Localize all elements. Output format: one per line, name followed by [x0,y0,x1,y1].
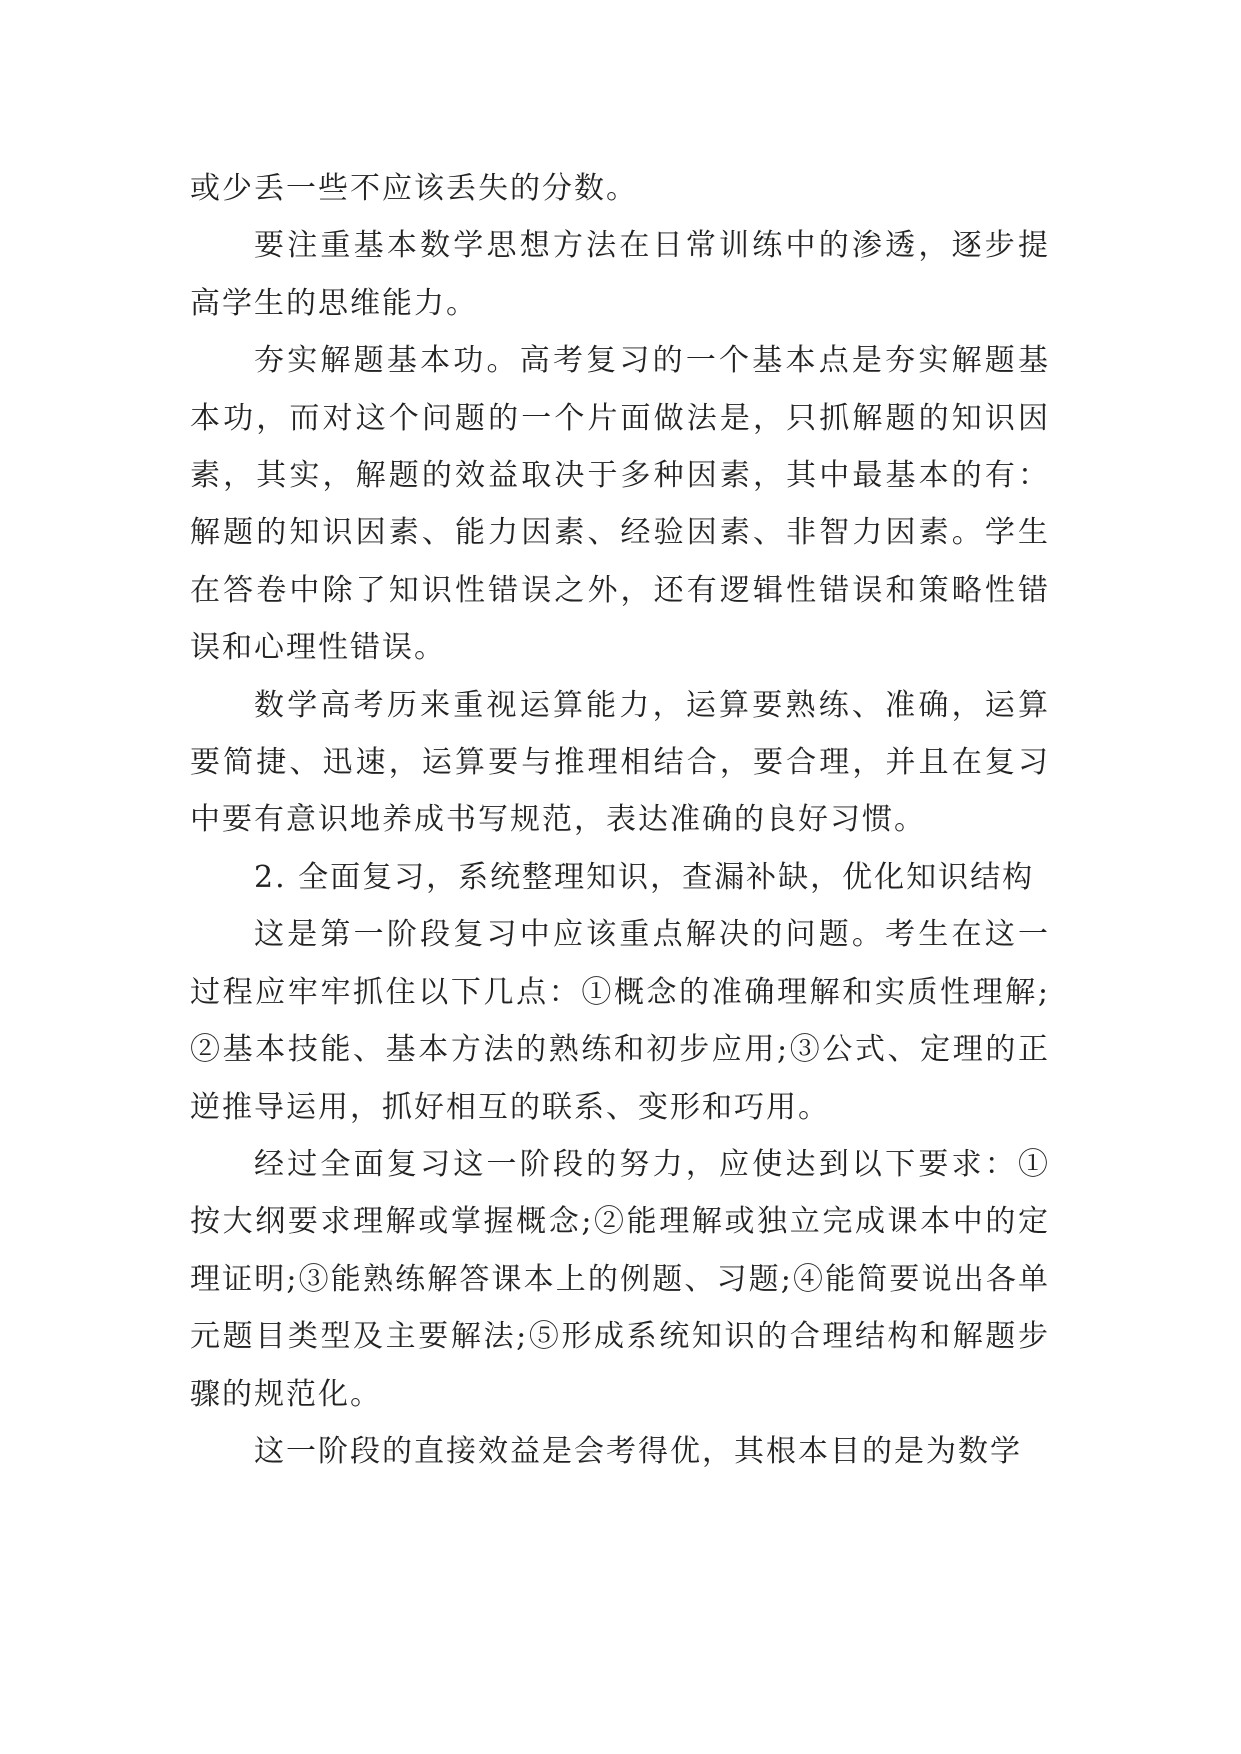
paragraph-3: 夯实解题基本功。高考复习的一个基本点是夯实解题基本功，而对这个问题的一个片面做法是，只抓解题的知识因素，其实，解题的效益取决于多种因素，其中最基本的有：解题的知识因素、能力因素、经验因素、非智力因素。学生在答卷中除了知识性错误之外，还有逻辑性错误和策略性错误和心理性错误。 [190,343,1050,666]
paragraph-8: 这一阶段的直接效益是会考得优，其根本目的是为数学 [254,1433,1022,1469]
section-heading: 2. 全面复习，系统整理知识，查漏补缺，优化知识结构 [254,859,1035,895]
document-body [190,160,1050,1480]
paragraph-6: 这是第一阶段复习中应该重点解决的问题。考生在这一过程应牢牢抓住以下几点：①概念的准确理解和实质性理解;②基本技能、基本方法的熟练和初步应用;③公式、定理的正逆推导运用，抓好相互的联系、变形和巧用。 [190,917,1050,1125]
paragraph-2: 要注重基本数学思想方法在日常训练中的渗透，逐步提高学生的思维能力。 [190,228,1050,321]
paragraph-1: 或少丢一些不应该丢失的分数。 [190,171,638,206]
paragraph-7: 经过全面复习这一阶段的努力，应使达到以下要求：①按大纲要求理解或掌握概念;②能理解或独立完成课本中的定理证明;③能熟练解答课本上的例题、习题;④能简要说出各单元题目类型及主要解法;⑤形成系统知识的合理结构和解题步骤的规范化。 [190,1146,1050,1412]
paragraph-4: 数学高考历来重视运算能力，运算要熟练、准确，运算要简捷、迅速，运算要与推理相结合，要合理，并且在复习中要有意识地养成书写规范，表达准确的良好习惯。 [190,687,1050,838]
